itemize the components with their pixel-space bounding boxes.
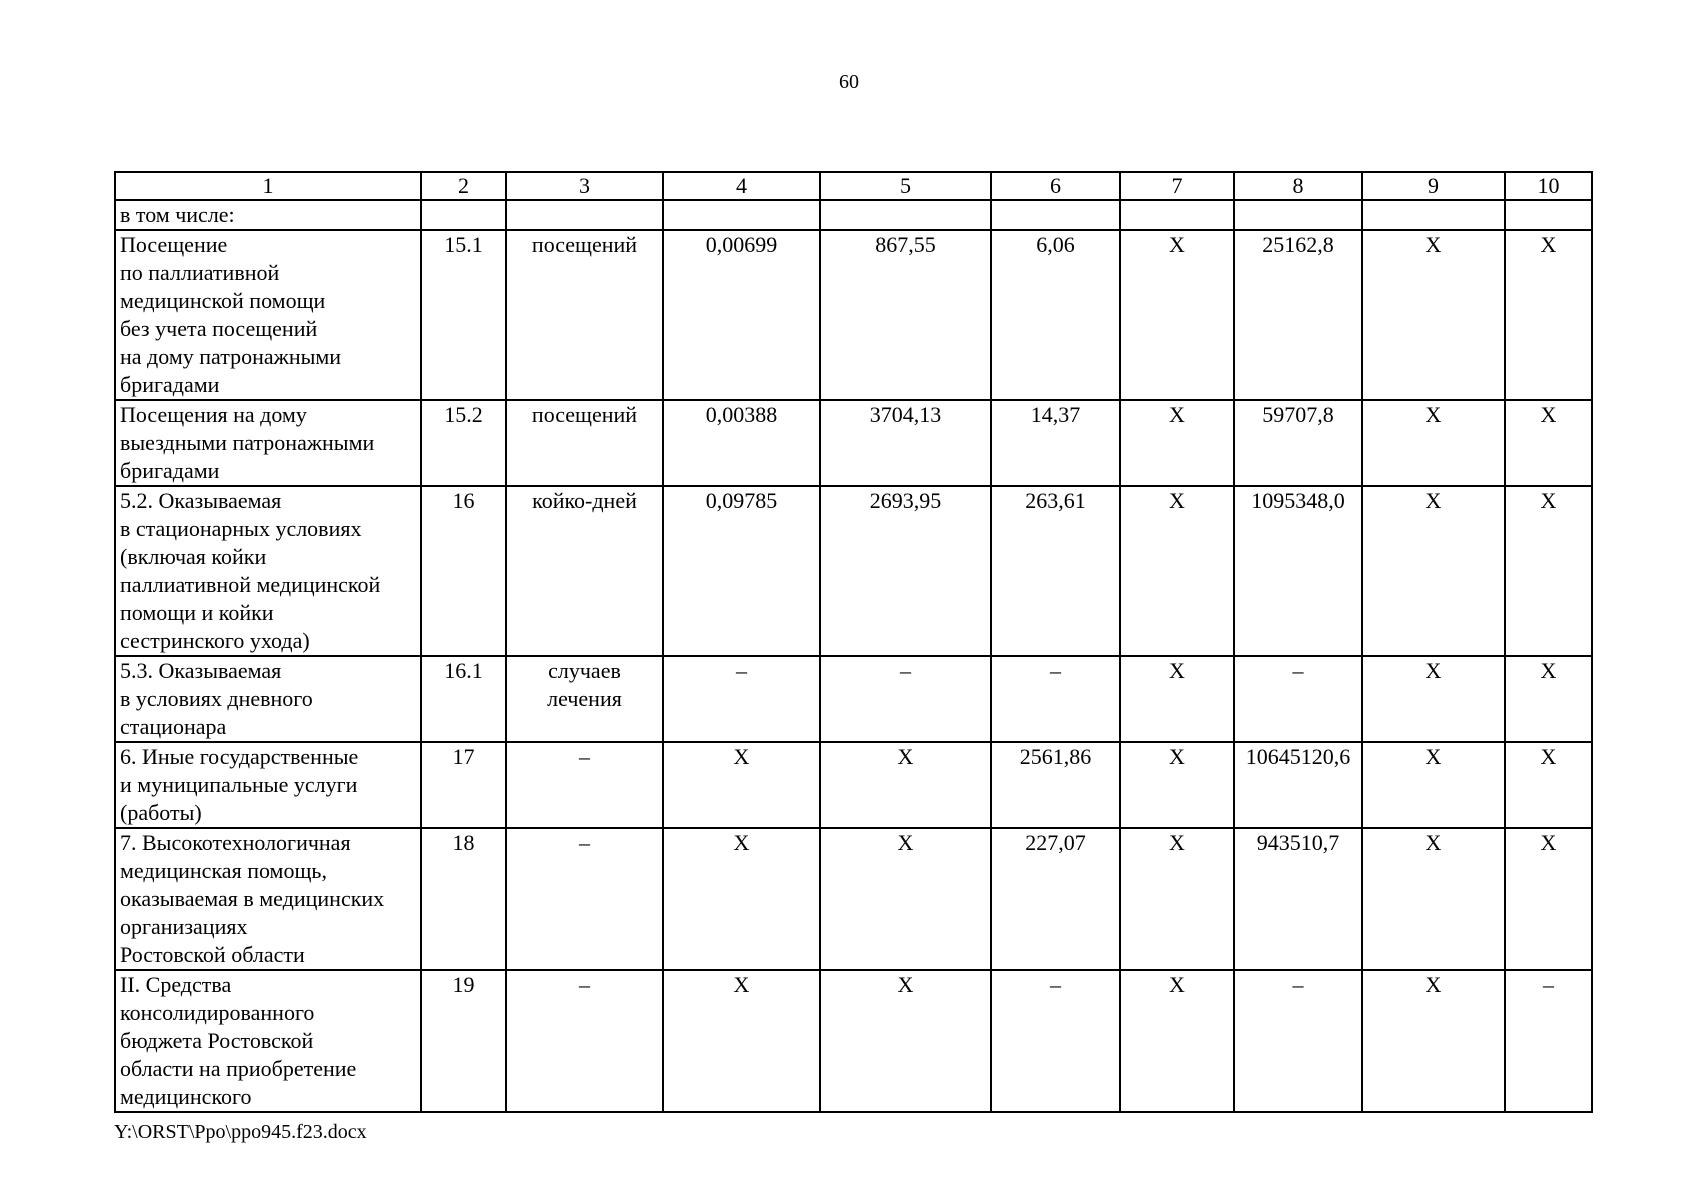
table-cell-col-8: 10645120,6 — [1234, 742, 1362, 828]
table-cell-col-6: 227,07 — [991, 828, 1120, 970]
table-row — [115, 970, 1592, 1112]
table-row — [115, 400, 1592, 486]
table-cell-col-4: 0,09785 — [663, 486, 820, 656]
header-cell-col-8: 8 — [1234, 172, 1362, 200]
table-row — [115, 486, 1592, 656]
table-cell-col-4: Х — [663, 828, 820, 970]
table-cell-col-1: в том числе: — [115, 200, 421, 230]
header-cell-col-1: 1 — [115, 172, 421, 200]
table-cell-col-7: Х — [1120, 400, 1234, 486]
table-cell-col-4: 0,00699 — [663, 230, 820, 400]
table-cell-col-2: 16.1 — [421, 656, 506, 742]
table-cell-col-7: Х — [1120, 828, 1234, 970]
table-cell-col-6 — [991, 200, 1120, 230]
table-cell-col-7: Х — [1120, 230, 1234, 400]
table-cell-col-2: 16 — [421, 486, 506, 656]
data-table — [114, 171, 1593, 1113]
header-cell-col-10: 10 — [1505, 172, 1592, 200]
table-cell-col-7: Х — [1120, 742, 1234, 828]
table-cell-col-10: Х — [1505, 828, 1592, 970]
table-cell-col-10: Х — [1505, 742, 1592, 828]
table-row — [115, 656, 1592, 742]
table-cell-col-5: – — [820, 656, 991, 742]
table-cell-col-4 — [663, 200, 820, 230]
table-cell-col-3: посещений — [506, 230, 663, 400]
table-cell-col-3: посещений — [506, 400, 663, 486]
table-cell-col-3: – — [506, 828, 663, 970]
table-cell-col-6: – — [991, 656, 1120, 742]
table-cell-col-8: 1095348,0 — [1234, 486, 1362, 656]
table-cell-col-9: Х — [1362, 400, 1505, 486]
table-cell-col-8: – — [1234, 970, 1362, 1112]
header-cell-col-6: 6 — [991, 172, 1120, 200]
table-cell-col-1: 6. Иные государственные и муниципальные услуги (работы) — [115, 742, 421, 828]
table-cell-col-6: 263,61 — [991, 486, 1120, 656]
table-cell-col-9: Х — [1362, 230, 1505, 400]
table-cell-col-3: – — [506, 742, 663, 828]
table-cell-col-9: Х — [1362, 970, 1505, 1112]
table-cell-col-2: 15.2 — [421, 400, 506, 486]
table-cell-col-8: 59707,8 — [1234, 400, 1362, 486]
table-cell-col-10 — [1505, 200, 1592, 230]
table-cell-col-1: II. Средства консолидированного бюджета Ростовской области на приобретение медицинского — [115, 970, 421, 1112]
table-cell-col-3: случаев лечения — [506, 656, 663, 742]
table-row — [115, 200, 1592, 230]
table-cell-col-9: Х — [1362, 828, 1505, 970]
table-cell-col-5 — [820, 200, 991, 230]
table-cell-col-3 — [506, 200, 663, 230]
table-cell-col-5: Х — [820, 970, 991, 1112]
table-cell-col-6: 6,06 — [991, 230, 1120, 400]
table-cell-col-7: Х — [1120, 656, 1234, 742]
table-cell-col-5: 2693,95 — [820, 486, 991, 656]
header-cell-col-5: 5 — [820, 172, 991, 200]
table-cell-col-6: 2561,86 — [991, 742, 1120, 828]
table-cell-col-5: 867,55 — [820, 230, 991, 400]
table-cell-col-9: Х — [1362, 742, 1505, 828]
table-cell-col-2 — [421, 200, 506, 230]
table-row — [115, 828, 1592, 970]
table-cell-col-2: 18 — [421, 828, 506, 970]
header-cell-col-4: 4 — [663, 172, 820, 200]
table-cell-col-2: 19 — [421, 970, 506, 1112]
table-cell-col-7: Х — [1120, 970, 1234, 1112]
table-cell-col-9 — [1362, 200, 1505, 230]
table-cell-col-10: Х — [1505, 400, 1592, 486]
table-cell-col-4: 0,00388 — [663, 400, 820, 486]
table-cell-col-1: 5.3. Оказываемая в условиях дневного стационара — [115, 656, 421, 742]
table-cell-col-5: Х — [820, 828, 991, 970]
header-cell-col-9: 9 — [1362, 172, 1505, 200]
table-cell-col-8: – — [1234, 656, 1362, 742]
table-cell-col-1: 7. Высокотехнологичная медицинская помощь, оказываемая в медицинских организациях Ростовской области — [115, 828, 421, 970]
table-cell-col-10: – — [1505, 970, 1592, 1112]
table-cell-col-8: 943510,7 — [1234, 828, 1362, 970]
header-cell-col-3: 3 — [506, 172, 663, 200]
table-cell-col-5: Х — [820, 742, 991, 828]
header-cell-col-7: 7 — [1120, 172, 1234, 200]
table-cell-col-2: 15.1 — [421, 230, 506, 400]
table-cell-col-8: 25162,8 — [1234, 230, 1362, 400]
table-row — [115, 230, 1592, 400]
table-cell-col-2: 17 — [421, 742, 506, 828]
table-cell-col-1: 5.2. Оказываемая в стационарных условиях (включая койки паллиативной медицинской помощи и койки сестринского ухода) — [115, 486, 421, 656]
table-cell-col-4: Х — [663, 970, 820, 1112]
footer-file-path: Y:\ORST\Ppo\ppo945.f23.docx — [114, 1121, 367, 1143]
table-cell-col-4: – — [663, 656, 820, 742]
table-cell-col-7 — [1120, 200, 1234, 230]
table-header-row — [115, 172, 1592, 200]
table-cell-col-1: Посещения на дому выездными патронажными бригадами — [115, 400, 421, 486]
table-cell-col-3: – — [506, 970, 663, 1112]
table-cell-col-9: Х — [1362, 486, 1505, 656]
table-cell-col-4: Х — [663, 742, 820, 828]
table-cell-col-1: Посещение по паллиативной медицинской помощи без учета посещений на дому патронажными бригадами — [115, 230, 421, 400]
header-cell-col-2: 2 — [421, 172, 506, 200]
table-cell-col-5: 3704,13 — [820, 400, 991, 486]
table-cell-col-3: койко-дней — [506, 486, 663, 656]
table-cell-col-10: Х — [1505, 230, 1592, 400]
page-number: 60 — [839, 71, 859, 93]
table-cell-col-7: Х — [1120, 486, 1234, 656]
table-cell-col-6: – — [991, 970, 1120, 1112]
table-cell-col-6: 14,37 — [991, 400, 1120, 486]
table-cell-col-9: Х — [1362, 656, 1505, 742]
table-cell-col-10: Х — [1505, 486, 1592, 656]
table-row — [115, 742, 1592, 828]
table-body — [115, 172, 1592, 1112]
table-cell-col-10: Х — [1505, 656, 1592, 742]
table-cell-col-8 — [1234, 200, 1362, 230]
